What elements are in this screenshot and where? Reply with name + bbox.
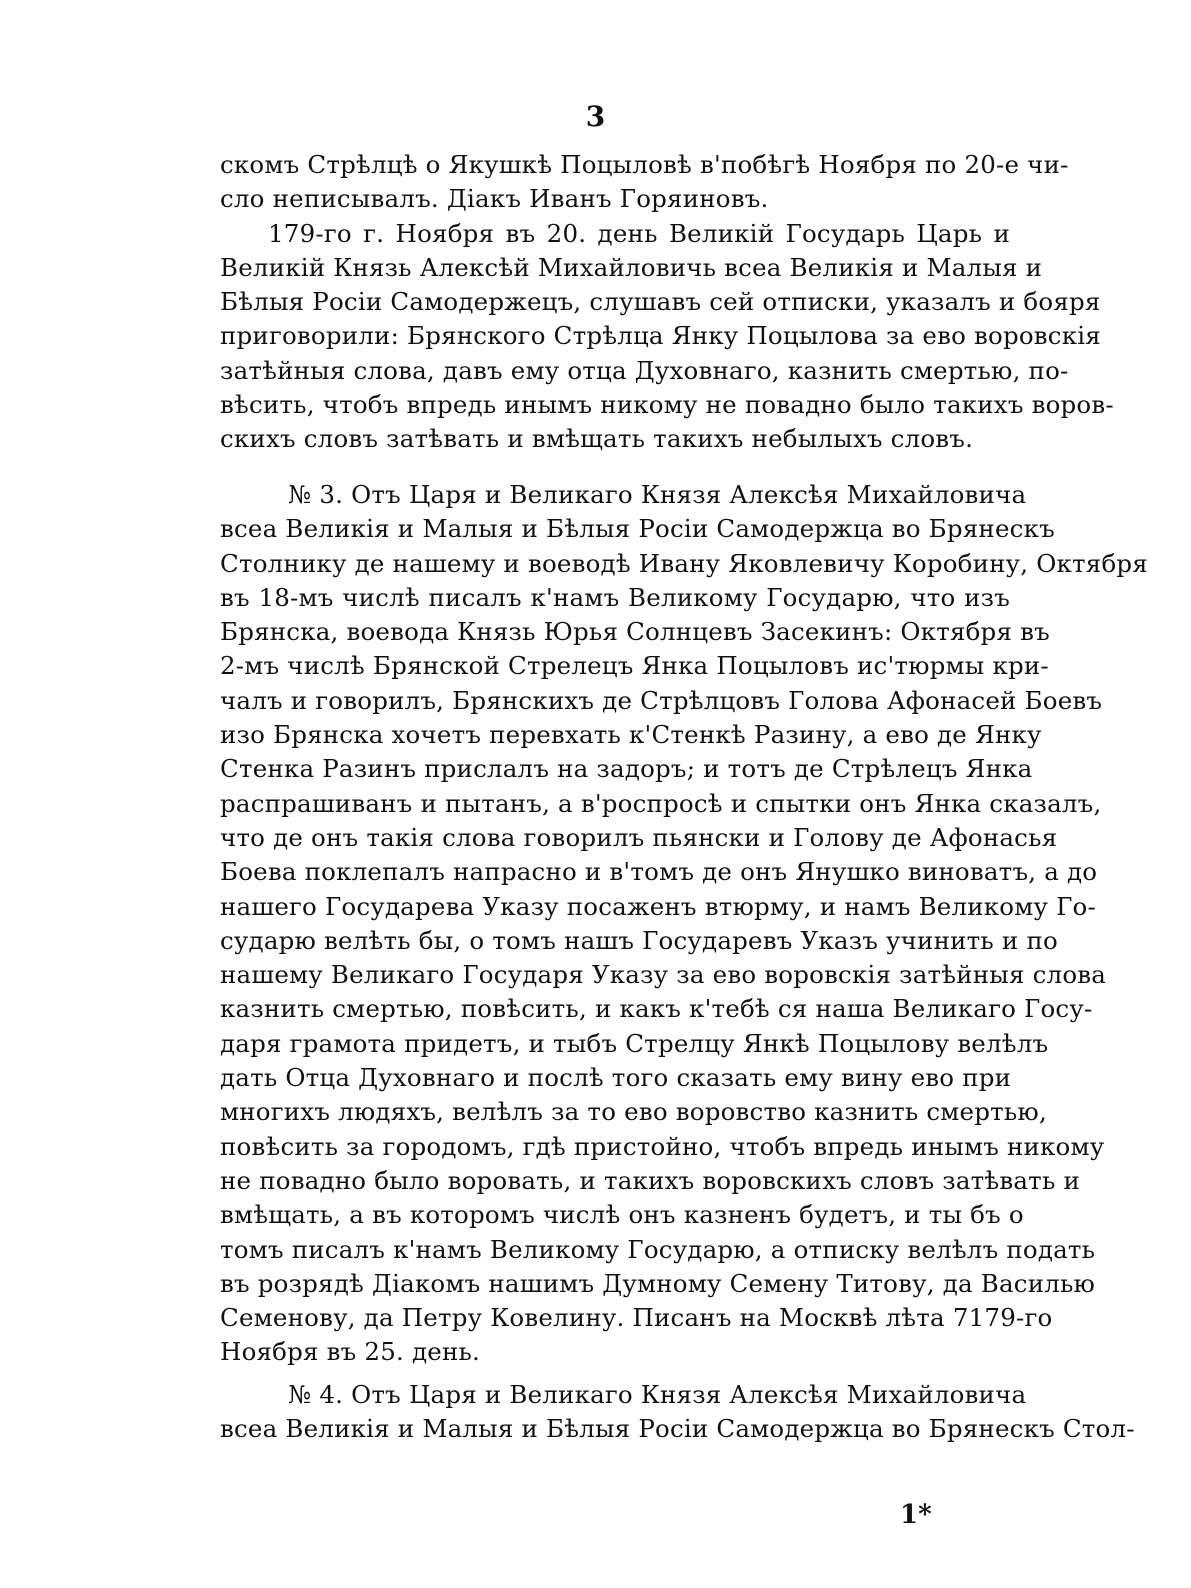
text-line: изо Брянска хочетъ перевхать к'Стенкѣ Разину, а ево де Янку bbox=[220, 720, 1042, 750]
text-line: приговорили: Брянского Стрѣлца Янку Поцылова за ево воровскія bbox=[220, 321, 1101, 351]
text-line: въ 18-мъ числѣ писалъ к'намъ Великому Государю, что изъ bbox=[220, 582, 1010, 612]
text-line: 179-го г. Ноября въ 20. день Великій Государь Царь и bbox=[268, 218, 1010, 248]
text-line: чалъ и говорилъ, Брянскихъ де Стрѣлцовъ Голова Афонасей Боевъ bbox=[220, 685, 1103, 715]
text-line: вѣсить, чтобъ впредь инымъ никому не повадно было такихъ воров- bbox=[220, 390, 1114, 420]
text-line: нашему Великаго Государя Указу за ево воровскія затѣйныя слова bbox=[220, 960, 1107, 990]
page-number: 3 bbox=[585, 100, 606, 133]
text-line: дать Отца Духовнаго и послѣ того сказать ему вину ево при bbox=[220, 1063, 1012, 1093]
text-line: Бѣлыя Росіи Самодержецъ, слушавъ сей отписки, указалъ и бояря bbox=[220, 287, 1101, 317]
text-line: повѣсить за городомъ, гдѣ пристойно, чтобъ впредь инымъ никому bbox=[220, 1131, 1105, 1161]
section-previous-document bbox=[220, 148, 1114, 457]
text-line: вмѣщать, а въ которомъ числѣ онъ казненъ будетъ, и ты бъ о bbox=[220, 1200, 1024, 1230]
text-line: нашего Государева Указу посаженъ втюрму, и намъ Великому Го- bbox=[220, 891, 1096, 921]
text-line: распрашиванъ и пытанъ, а в'роспросѣ и спытки онъ Янка сказалъ, bbox=[220, 788, 1102, 818]
text-line: Семенову, да Петру Ковелину. Писанъ на Москвѣ лѣта 7179-го bbox=[220, 1303, 1053, 1333]
text-line: сло неписывалъ. Діакъ Иванъ Горяиновъ. bbox=[220, 184, 769, 214]
text-line: что де онъ такія слова говорилъ пьянски и Голову де Афонасья bbox=[220, 822, 1058, 852]
text-line: Столнику де нашему и воеводѣ Ивану Яковлевичу Коробину, Октября bbox=[220, 548, 1148, 578]
text-line: не повадно было воровать, и такихъ воровскихъ словъ затѣвать и bbox=[220, 1165, 1080, 1195]
text-line: Ноября въ 25. день. bbox=[220, 1337, 481, 1367]
text-line: въ розрядѣ Діакомъ нашимъ Думному Семену Титову, да Василью bbox=[220, 1268, 1096, 1298]
text-line: скомъ Стрѣлцѣ о Якушкѣ Поцыловѣ в'побѣгѣ Ноября по 20-е чи- bbox=[220, 150, 1069, 179]
section-document-4 bbox=[220, 1378, 1135, 1447]
text-line: затѣйныя слова, давъ ему отца Духовнаго, казнить смертью, по- bbox=[220, 355, 1069, 385]
text-line: Брянска, воевода Князь Юрья Солнцевъ Засекинъ: Октября въ bbox=[220, 617, 1050, 647]
text-line: казнить смертью, повѣсить, и какъ к'тебѣ ся наша Великаго Госу- bbox=[220, 994, 1093, 1024]
text-line: Великій Князь Алексѣй Михайловичь всеа Великія и Малыя и bbox=[220, 252, 1043, 282]
text-line: всеа Великія и Малыя и Бѣлыя Росіи Самодержца во Брянескъ bbox=[220, 514, 1055, 544]
text-line: даря грамота придетъ, и тыбъ Стрелцу Янкѣ Поцылову велѣлъ bbox=[220, 1028, 1049, 1058]
document-heading-line: № 3. Отъ Царя и Великаго Князя Алексѣя Михайловича bbox=[288, 480, 1027, 509]
text-line: сударю велѣть бы, о томъ нашъ Государевъ Указъ учинить и по bbox=[220, 925, 1058, 955]
text-line: скихъ словъ затѣвать и вмѣщать такихъ небылыхъ словъ. bbox=[220, 424, 974, 454]
text-line: 2-мъ числѣ Брянской Стрелецъ Янка Поцыловъ ис'тюрмы кри- bbox=[220, 651, 1049, 681]
text-line: Боева поклепалъ напрасно и в'томъ де онъ Янушко виноватъ, а до bbox=[220, 857, 1098, 887]
text-line: многихъ людяхъ, велѣлъ за то ево воровство казнить смертью, bbox=[220, 1097, 1047, 1127]
text-line: всеа Великія и Малыя и Бѣлыя Росіи Самодержца во Брянескъ Стол- bbox=[220, 1414, 1135, 1444]
section-document-3 bbox=[220, 478, 1148, 1370]
document-heading-line: № 4. Отъ Царя и Великаго Князя Алексѣя Михайловича bbox=[288, 1380, 1027, 1409]
text-line: Стенка Разинъ прислалъ на задоръ; и тотъ де Стрѣлецъ Янка bbox=[220, 754, 1033, 784]
signature-mark: 1* bbox=[900, 1500, 932, 1530]
text-line: томъ писалъ к'намъ Великому Государю, а отписку велѣлъ подать bbox=[220, 1234, 1096, 1264]
